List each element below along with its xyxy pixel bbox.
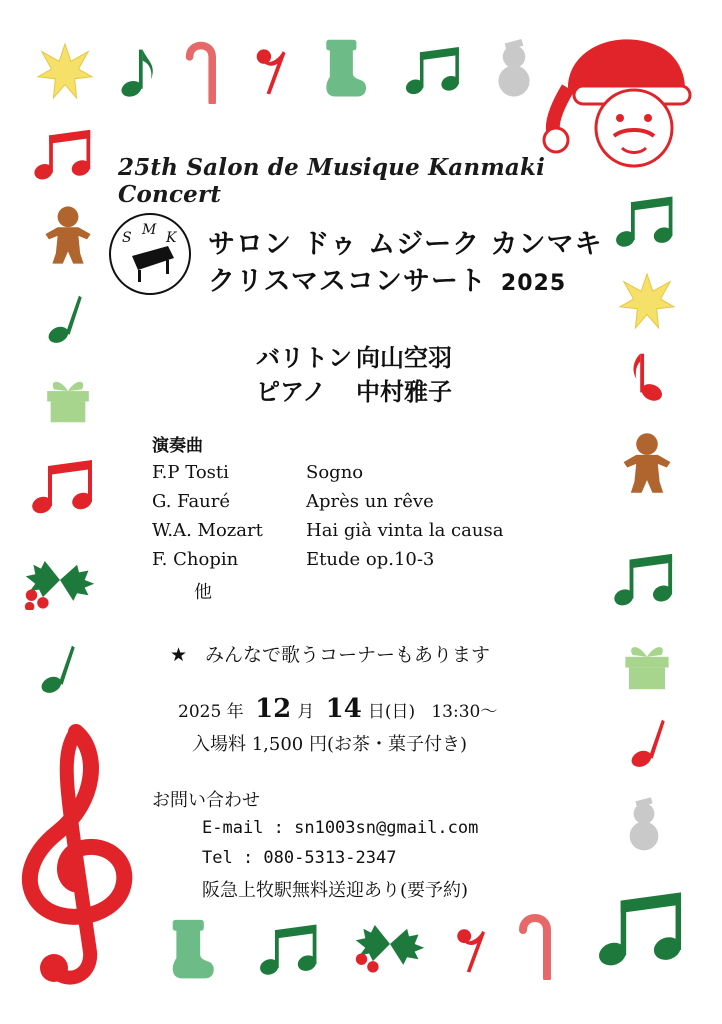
star-bullet-icon: ★ — [170, 644, 188, 666]
gingerbread-icon — [620, 430, 674, 496]
date-month-unit: 月 — [297, 702, 315, 722]
music-note-icon — [596, 880, 692, 976]
logo-letter-s: S — [122, 230, 132, 246]
sing-along-text: みんなで歌うコーナーもあります — [205, 644, 491, 666]
title-year: 2025 — [500, 271, 567, 296]
holly-icon — [352, 914, 428, 974]
contact-heading: お問い合わせ — [152, 790, 260, 811]
performer-role: バリトン — [256, 343, 352, 372]
performer-name: 中村雅子 — [356, 377, 452, 406]
date-year-unit: 年 — [226, 702, 244, 722]
performer-name: 向山空羽 — [356, 343, 452, 372]
composer: F. Chopin — [152, 549, 239, 570]
music-note-icon — [404, 42, 466, 98]
performer-role: ピアノ — [256, 377, 327, 406]
holly-icon — [22, 550, 98, 610]
date-month: 12 — [255, 694, 292, 724]
piece: Etude op.10-3 — [306, 549, 435, 570]
sock-icon — [160, 918, 222, 982]
program-row — [152, 520, 503, 549]
candy-cane-icon — [510, 910, 556, 980]
program-list — [152, 462, 503, 607]
contact-tel: Tel : 080-5313-2347 — [202, 848, 397, 868]
composer: W.A. Mozart — [152, 520, 263, 541]
gift-icon — [620, 634, 674, 694]
program-heading: 演奏曲 — [152, 436, 203, 456]
date-year: 2025 — [178, 702, 222, 722]
music-note-icon — [30, 126, 100, 182]
title-japanese-line2 — [208, 259, 566, 298]
music-note-icon — [614, 192, 680, 250]
music-note-icon — [612, 550, 680, 608]
title-japanese-text: クリスマスコンサート — [208, 266, 487, 297]
composer: G. Fauré — [152, 491, 231, 512]
contact-email: E-mail : sn1003sn@gmail.com — [202, 818, 479, 838]
smk-logo — [108, 212, 192, 296]
star-icon — [36, 42, 94, 100]
star-icon — [618, 272, 676, 330]
rest-icon — [252, 44, 292, 98]
composer: F.P Tosti — [152, 462, 229, 483]
date-day: 14 — [325, 694, 362, 724]
program-other: 他 — [194, 582, 212, 603]
treble-clef-icon — [10, 722, 144, 992]
title-english: 25th Salon de Musique Kanmaki Concert — [118, 154, 546, 208]
logo-letter-k: K — [166, 230, 177, 246]
music-note-icon — [42, 290, 86, 346]
title-japanese-line1: サロン ドゥ ムジーク カンマキ — [208, 229, 603, 260]
gingerbread-icon — [42, 204, 94, 266]
program-row — [152, 549, 503, 578]
event-date — [178, 694, 497, 724]
gift-icon — [42, 370, 94, 426]
shuttle-note: 阪急上牧駅無料送迎あり(要予約) — [202, 880, 469, 901]
music-note-icon — [626, 346, 666, 404]
candy-cane-icon — [176, 38, 222, 104]
date-day-unit: 日 — [367, 702, 385, 722]
piece: Sogno — [306, 462, 364, 483]
piece: Hai già vinta la causa — [306, 520, 504, 541]
music-note-icon — [118, 44, 158, 100]
music-note-icon — [258, 920, 324, 978]
rest-icon — [452, 924, 492, 976]
logo-letter-m: M — [142, 222, 157, 238]
sing-along-notice — [170, 640, 490, 667]
performer-piano — [256, 372, 452, 407]
piece: Après un rêve — [306, 491, 434, 512]
program-row — [152, 491, 503, 520]
snowman-icon — [620, 794, 668, 854]
snowman-icon — [488, 36, 540, 100]
admission-fee: 入場料 1,500 円(お茶・菓子付き) — [192, 734, 468, 755]
music-note-icon — [30, 456, 100, 516]
program-row — [152, 462, 503, 491]
sock-icon — [316, 38, 372, 100]
performer-baritone — [256, 338, 452, 373]
music-note-icon — [34, 640, 80, 696]
music-note-icon — [624, 714, 670, 770]
date-weekday: (日) — [384, 702, 416, 722]
date-time: 13:30〜 — [431, 702, 498, 722]
